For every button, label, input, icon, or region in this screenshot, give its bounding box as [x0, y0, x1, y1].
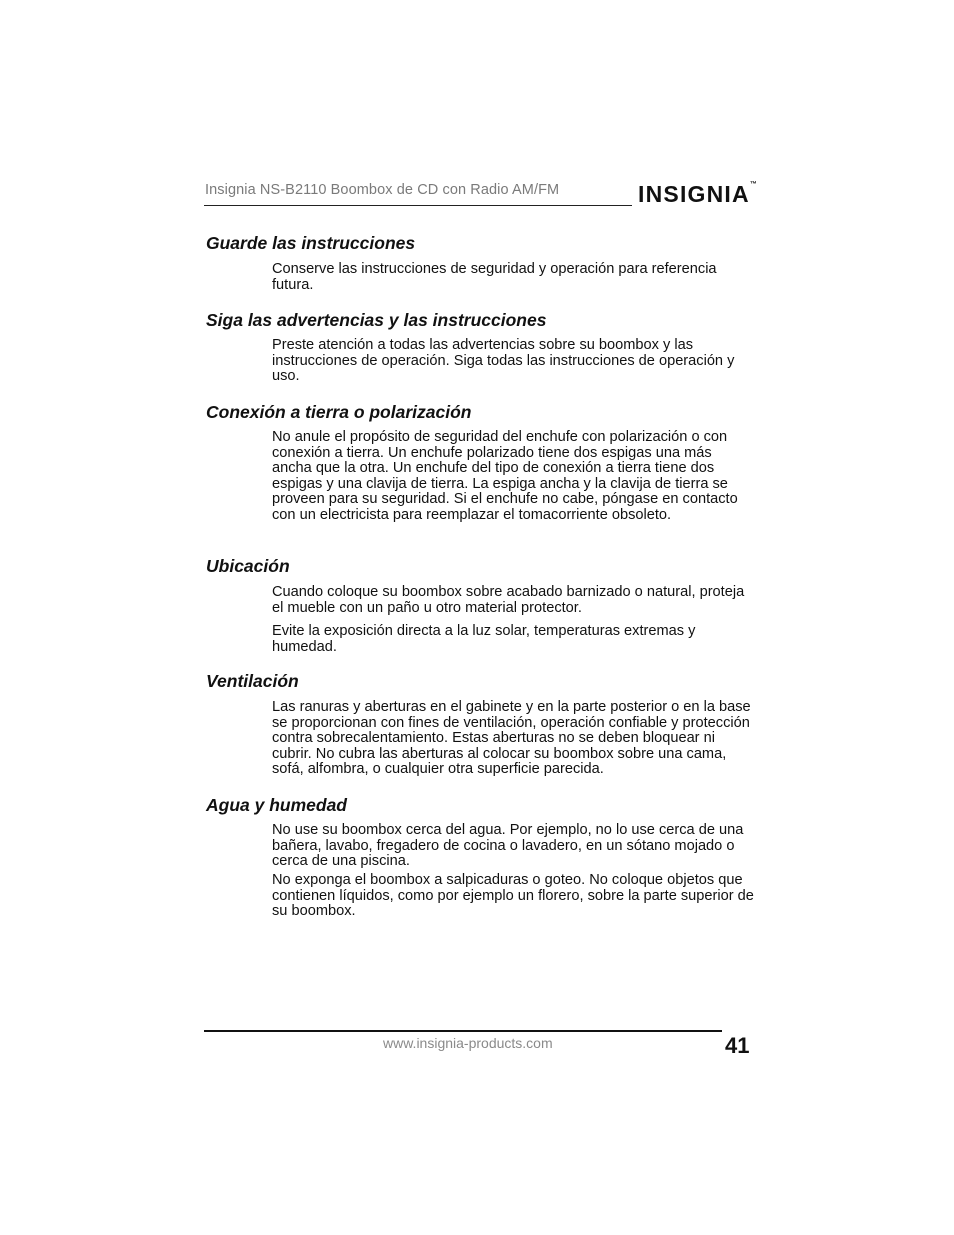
section-title-guarde: Guarde las instrucciones [206, 233, 416, 253]
paragraph-guarde-1: Conserve las instrucciones de seguridad y operación para referencia futura. [272, 261, 717, 293]
logo-trademark: ™ [749, 181, 757, 188]
footer-divider [204, 1030, 722, 1032]
paragraph-siga-1: Preste atención a todas las advertencias sobre su boombox y las instrucciones de operación. Siga todas las instrucciones de operación y uso. [272, 337, 735, 385]
header-title: Insignia NS-B2110 Boombox de CD con Radio AM/FM [205, 182, 560, 198]
insignia-logo [638, 181, 757, 208]
section-title-conexion: Conexión a tierra o polarización [206, 402, 472, 422]
page-number: 41 [725, 1033, 750, 1058]
section-title-siga: Siga las advertencias y las instrucciones [206, 310, 547, 330]
paragraph-conexion-1: No anule el propósito de seguridad del enchufe con polarización o con conexión a tierra. Un enchufe polarizado tiene dos espigas una más ancha que la otra. Un enchufe del tipo de conexión a tierra tiene dos espigas y una clavija de tierra. La espiga ancha y la clavija de tierra se proveen para su seguridad. Si el enchufe no cabe, póngase en contacto con un electricista para reemplazar el tomacorriente obsoleto. [272, 429, 738, 523]
logo-text: INSIGNIA [638, 181, 750, 207]
section-title-ubicacion: Ubicación [206, 556, 290, 576]
section-title-agua: Agua y humedad [206, 795, 347, 815]
header-divider [204, 205, 632, 206]
paragraph-agua-1: No use su boombox cerca del agua. Por ejemplo, no lo use cerca de una bañera, lavabo, fregadero de cocina o lavadero, en un sótano mojado o cerca de una piscina. [272, 822, 744, 870]
footer-url: www.insignia-products.com [383, 1035, 553, 1051]
paragraph-ventilacion-1: Las ranuras y aberturas en el gabinete y en la parte posterior o en la base se proporcionan con fines de ventilación, operación confiable y protección contra sobrecalentamiento. Estas aberturas no se deben bloquear ni cubrir. No cubra las aberturas al colocar su boombox sobre una cama, sofá, alfombra, o cualquier otra superficie parecida. [272, 699, 751, 778]
paragraph-agua-2: No exponga el boombox a salpicaduras o goteo. No coloque objetos que contienen líquidos, como por ejemplo un florero, sobre la parte superior de su boombox. [272, 872, 754, 920]
section-title-ventilacion: Ventilación [206, 671, 299, 691]
paragraph-ubicacion-1: Cuando coloque su boombox sobre acabado barnizado o natural, proteja el mueble con un paño u otro material protector. [272, 584, 745, 616]
paragraph-ubicacion-2: Evite la exposición directa a la luz solar, temperaturas extremas y humedad. [272, 623, 696, 655]
